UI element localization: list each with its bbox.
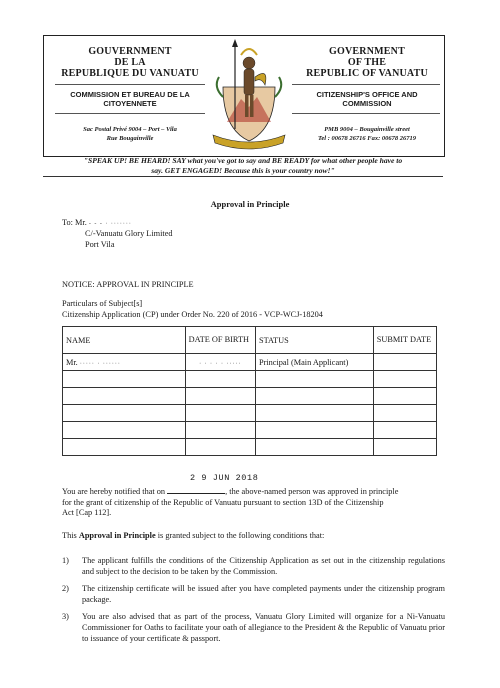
table-row bbox=[63, 388, 437, 405]
emblem-warrior-body bbox=[244, 69, 254, 95]
approval-bold-text: Approval in Principle bbox=[78, 531, 156, 540]
left-title-line: DE LA bbox=[114, 57, 146, 68]
cell-dob-redacted: · · · · · ····· bbox=[199, 360, 242, 367]
recipient-city: Port Vila bbox=[85, 240, 115, 249]
left-office-line: CITOYENNETE bbox=[103, 99, 157, 108]
right-office-line: CITIZENSHIP'S OFFICE AND bbox=[316, 90, 418, 99]
col-header-submit-date: SUBMIT DATE bbox=[373, 327, 436, 354]
right-address-line: PMB 9004 – Bougainville street bbox=[324, 126, 410, 133]
notification-text: , the above-named person was approved in principle bbox=[225, 487, 399, 496]
col-header-dob: DATE OF BIRTH bbox=[185, 327, 255, 354]
date-stamp: 2 9 JUN 2018 bbox=[190, 473, 259, 483]
subjects-table bbox=[62, 326, 437, 456]
right-address bbox=[292, 125, 442, 143]
cell-submit-date bbox=[373, 354, 436, 371]
slogan bbox=[43, 156, 443, 176]
right-title-line: GOVERNMENT bbox=[329, 46, 405, 57]
right-office-name bbox=[292, 90, 442, 108]
recipient-block bbox=[62, 218, 132, 230]
cell-name bbox=[63, 354, 186, 371]
emblem-leaf bbox=[217, 77, 223, 97]
right-government-title bbox=[292, 46, 442, 79]
condition-text: You are also advised that as part of the process, Vanuatu Glory Limited will organize for a Ni-Vanuatu Commissioner for Oaths to facilitate your oath of allegiance to the President & the Republic of Vanuatu prior to issuance of your certificate & passport. bbox=[82, 612, 445, 643]
list-item bbox=[62, 556, 445, 577]
cell-dob bbox=[185, 354, 255, 371]
notification-text: You are hereby notified that on bbox=[62, 487, 166, 496]
cell-name-redacted: ····· · ······ bbox=[79, 360, 121, 367]
table-row bbox=[63, 439, 437, 456]
right-divider bbox=[292, 84, 440, 85]
left-divider bbox=[55, 84, 205, 85]
left-office-name bbox=[55, 90, 205, 108]
table-header-row bbox=[63, 327, 437, 354]
table-row bbox=[63, 422, 437, 439]
conditions-list bbox=[62, 556, 445, 651]
col-header-name: NAME bbox=[63, 327, 186, 354]
condition-text: The applicant fulfills the conditions of the Citizenship Application as set out in the citizenship regulations and subject to the decision to be taken by the Commission. bbox=[82, 556, 445, 576]
left-office-line: COMMISSION ET BUREAU DE LA bbox=[70, 90, 190, 99]
notification-line: Act [Cap 112]. bbox=[62, 508, 112, 517]
left-divider bbox=[55, 113, 205, 114]
date-blank-line bbox=[167, 485, 225, 494]
notification-paragraph bbox=[62, 485, 446, 519]
slogan-underline bbox=[43, 176, 443, 177]
emblem-warrior-leg bbox=[250, 95, 254, 117]
notification-line: for the grant of citizenship of the Republic of Vanuatu pursuant to section 13D of the Citizenship bbox=[62, 497, 384, 507]
cell-name-title: Mr. bbox=[66, 357, 78, 367]
table-row bbox=[63, 354, 437, 371]
list-item bbox=[62, 612, 445, 644]
col-header-status: STATUS bbox=[255, 327, 373, 354]
condition-number: 1) bbox=[62, 556, 69, 565]
emblem-warrior-leg bbox=[245, 95, 249, 117]
condition-number: 3) bbox=[62, 612, 69, 622]
right-divider bbox=[292, 113, 440, 114]
approval-sentence bbox=[62, 531, 324, 542]
slogan-line: "SPEAK UP! BE HEARD! SAY what you've got to say and BE READY for what other people have to bbox=[83, 156, 403, 165]
left-title-line: GOUVERNMENT bbox=[88, 46, 172, 57]
application-reference: Citizenship Application (CP) under Order No. 220 of 2016 - VCP-WCJ-18204 bbox=[62, 310, 323, 319]
emblem-boar-tusk bbox=[255, 73, 266, 85]
list-item bbox=[62, 584, 445, 605]
cell-status: Principal (Main Applicant) bbox=[255, 354, 373, 371]
table-row bbox=[63, 405, 437, 422]
condition-text: The citizenship certificate will be issued after you have completed payments under the citizenship program package. bbox=[82, 584, 445, 604]
to-label: To: Mr. bbox=[62, 218, 87, 227]
approval-text: is granted subject to the following conditions that: bbox=[155, 531, 325, 540]
condition-number: 2) bbox=[62, 584, 69, 594]
vanuatu-emblem bbox=[205, 37, 293, 151]
right-title-line: REPUBLIC OF VANUATU bbox=[306, 68, 428, 79]
particulars-label: Particulars of Subject[s] bbox=[62, 299, 143, 308]
recipient-company: C/-Vanuatu Glory Limited bbox=[85, 229, 173, 238]
document-title: Approval in Principle bbox=[210, 199, 290, 209]
approval-text: This bbox=[62, 531, 79, 540]
left-title-line: REPUBLIQUE DU VANUATU bbox=[61, 68, 199, 79]
emblem-warrior-head bbox=[243, 57, 255, 69]
notice-heading: NOTICE: APPROVAL IN PRINCIPLE bbox=[62, 280, 194, 289]
left-government-title bbox=[55, 46, 205, 79]
emblem-leaf bbox=[275, 77, 281, 97]
right-title-line: OF THE bbox=[347, 57, 387, 68]
right-office-line: COMMISSION bbox=[342, 99, 392, 108]
left-address-line: Sac Postal Privé 9004 – Port – Vila bbox=[83, 126, 177, 133]
recipient-name-redacted: - - - · ······· bbox=[88, 221, 132, 227]
emblem-headdress bbox=[241, 49, 257, 55]
table-row bbox=[63, 371, 437, 388]
slogan-line: say. GET ENGAGED! Because this is your country now!" bbox=[151, 166, 335, 175]
left-address-line: Rue Bougainville bbox=[106, 135, 154, 142]
emblem-spear-tip bbox=[232, 39, 238, 47]
left-address bbox=[55, 125, 205, 143]
notification-line bbox=[62, 485, 446, 498]
right-address-line: Tel : 00678 26716 Fax: 00678 26719 bbox=[318, 135, 416, 142]
